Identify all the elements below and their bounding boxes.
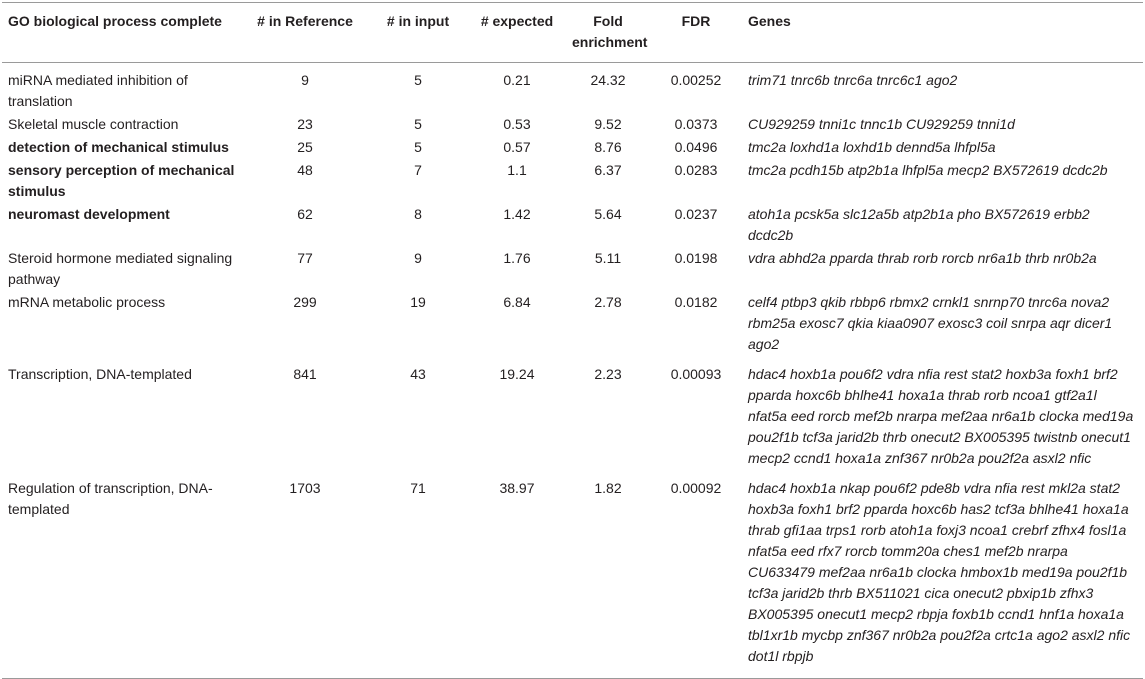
fdr-cell: 0.0496 — [674, 139, 718, 155]
reference-count-cell: 77 — [297, 250, 313, 266]
genes-cell: atoh1a pcsk5a slc12a5b atp2b1a pho BX572619 erbb2 dcdc2b — [748, 206, 1090, 243]
expected-count-cell: 38.97 — [499, 480, 535, 496]
reference-count-cell: 841 — [293, 366, 317, 382]
table-row — [2, 159, 1143, 203]
reference-count-cell: 299 — [293, 294, 317, 310]
fdr-cell: 0.0237 — [674, 206, 718, 222]
process-cell: sensory perception of mechanical stimulus — [8, 162, 235, 199]
table-body — [2, 63, 1143, 679]
expected-count-cell: 0.21 — [503, 72, 531, 88]
header-process: GO biological process complete — [8, 13, 222, 29]
fdr-cell: 0.00252 — [670, 72, 722, 88]
header-reference: # in Reference — [257, 13, 353, 29]
go-enrichment-table — [2, 2, 1143, 679]
header-input: # in input — [386, 13, 450, 29]
fdr-cell: 0.0198 — [674, 250, 718, 266]
process-cell: Steroid hormone mediated signaling pathway — [8, 250, 233, 287]
fold-enrichment-cell: 5.11 — [594, 250, 622, 266]
fold-enrichment-cell: 5.64 — [594, 206, 622, 222]
table-row — [2, 113, 1143, 136]
expected-count-cell: 1.42 — [503, 206, 531, 222]
genes-cell: tmc2a pcdh15b atp2b1a lhfpl5a mecp2 BX572619 dcdc2b — [748, 162, 1108, 178]
table-row — [2, 247, 1143, 291]
fold-enrichment-cell: 2.23 — [594, 366, 622, 382]
genes-cell: vdra abhd2a pparda thrab rorb rorcb nr6a1b thrb nr0b2a — [748, 250, 1097, 266]
input-count-cell: 8 — [414, 206, 422, 222]
input-count-cell: 5 — [414, 116, 422, 132]
header-fold-enrichment: Fold enrichment — [572, 13, 648, 50]
input-count-cell: 5 — [414, 72, 422, 88]
genes-cell: hdac4 hoxb1a nkap pou6f2 pde8b vdra nfia rest mkl2a stat2 hoxb3a foxh1 brf2 pparda hoxc6b has2 tcf3a bhlhe41 hoxa1a thrab gfi1aa trps1 rorb atoh1a foxj3 ncoa1 crebrf zfhx4 fosl1a nfat5a eed rfx7 rorcb tomm20a ches1 mef2b nrarpa CU633479 mef2aa nr6a1b clocka hmbox1b med19a pou2f1b tcf3a jarid2b thrb BX511021 cica onecut2 pbxip1b zfhx3 BX005395 onecut1 mecp2 rbpja foxb1b ccnd1 hnf1a hoxa1a tbl1xr1b mycbp znf367 nr0b2a pou2f2a crtc1a ago2 asxl2 nfic dot1l rbpjb — [748, 480, 1131, 664]
reference-count-cell: 25 — [297, 139, 313, 155]
input-count-cell: 43 — [410, 366, 426, 382]
table-row — [2, 477, 1143, 679]
header-fdr: FDR — [681, 13, 711, 29]
reference-count-cell: 1703 — [289, 480, 321, 496]
fdr-cell: 0.0182 — [674, 294, 718, 310]
input-count-cell: 5 — [414, 139, 422, 155]
process-cell: miRNA mediated inhibition of translation — [8, 72, 188, 109]
process-cell: neuromast development — [8, 206, 170, 222]
fdr-cell: 0.0373 — [674, 116, 718, 132]
reference-count-cell: 23 — [297, 116, 313, 132]
expected-count-cell: 1.1 — [507, 162, 527, 178]
header-genes: Genes — [748, 13, 791, 29]
genes-cell: tmc2a loxhd1a loxhd1b dennd5a lhfpl5a — [748, 139, 996, 155]
genes-cell: hdac4 hoxb1a pou6f2 vdra nfia rest stat2 hoxb3a foxh1 brf2 pparda hoxc6b bhlhe41 hoxa1a thrab rorb ncoa1 gtf2a1l nfat5a eed rorcb mef2b nrarpa mef2aa nr6a1b clocka med19a pou2f1b tcf3a jarid2b thrb onecut2 BX005395 twistnb onecut1 mecp2 ccnd1 hoxa1a znf367 nr0b2a pou2f2a asxl2 nfic — [748, 366, 1134, 466]
genes-cell: celf4 ptbp3 qkib rbbp6 rbmx2 crnkl1 snrnp70 tnrc6a nova2 rbm25a exosc7 qkia kiaa0907 exosc3 coil snrpa aqr dicer1 ago2 — [748, 294, 1113, 352]
fold-enrichment-cell: 6.37 — [594, 162, 622, 178]
genes-cell: trim71 tnrc6b tnrc6a tnrc6c1 ago2 — [748, 72, 958, 88]
reference-count-cell: 48 — [297, 162, 313, 178]
fold-enrichment-cell: 8.76 — [594, 139, 622, 155]
fold-enrichment-cell: 1.82 — [594, 480, 622, 496]
process-cell: Regulation of transcription, DNA-templated — [8, 480, 213, 517]
expected-count-cell: 6.84 — [503, 294, 531, 310]
table-row — [2, 63, 1143, 114]
expected-count-cell: 0.57 — [503, 139, 531, 155]
process-cell: Transcription, DNA-templated — [8, 366, 192, 382]
go-enrichment-table-container — [2, 2, 1143, 679]
fdr-cell: 0.00092 — [670, 480, 722, 496]
table-row — [2, 363, 1143, 477]
process-cell: mRNA metabolic process — [8, 294, 166, 310]
fold-enrichment-cell: 9.52 — [594, 116, 622, 132]
fold-enrichment-cell: 2.78 — [594, 294, 622, 310]
table-row — [2, 136, 1143, 159]
input-count-cell: 19 — [410, 294, 426, 310]
expected-count-cell: 1.76 — [503, 250, 531, 266]
input-count-cell: 7 — [414, 162, 422, 178]
input-count-cell: 71 — [410, 480, 426, 496]
input-count-cell: 9 — [414, 250, 422, 266]
fdr-cell: 0.00093 — [670, 366, 722, 382]
table-header — [2, 3, 1143, 63]
header-expected: # expected — [480, 13, 554, 29]
expected-count-cell: 0.53 — [503, 116, 531, 132]
expected-count-cell: 19.24 — [499, 366, 535, 382]
process-cell: detection of mechanical stimulus — [8, 139, 229, 155]
fold-enrichment-cell: 24.32 — [590, 72, 626, 88]
fdr-cell: 0.0283 — [674, 162, 718, 178]
genes-cell: CU929259 tnni1c tnnc1b CU929259 tnni1d — [748, 116, 1015, 132]
table-row — [2, 291, 1143, 363]
process-cell: Skeletal muscle contraction — [8, 116, 179, 132]
header-row — [2, 3, 1143, 63]
table-row — [2, 203, 1143, 247]
reference-count-cell: 9 — [301, 72, 309, 88]
reference-count-cell: 62 — [297, 206, 313, 222]
